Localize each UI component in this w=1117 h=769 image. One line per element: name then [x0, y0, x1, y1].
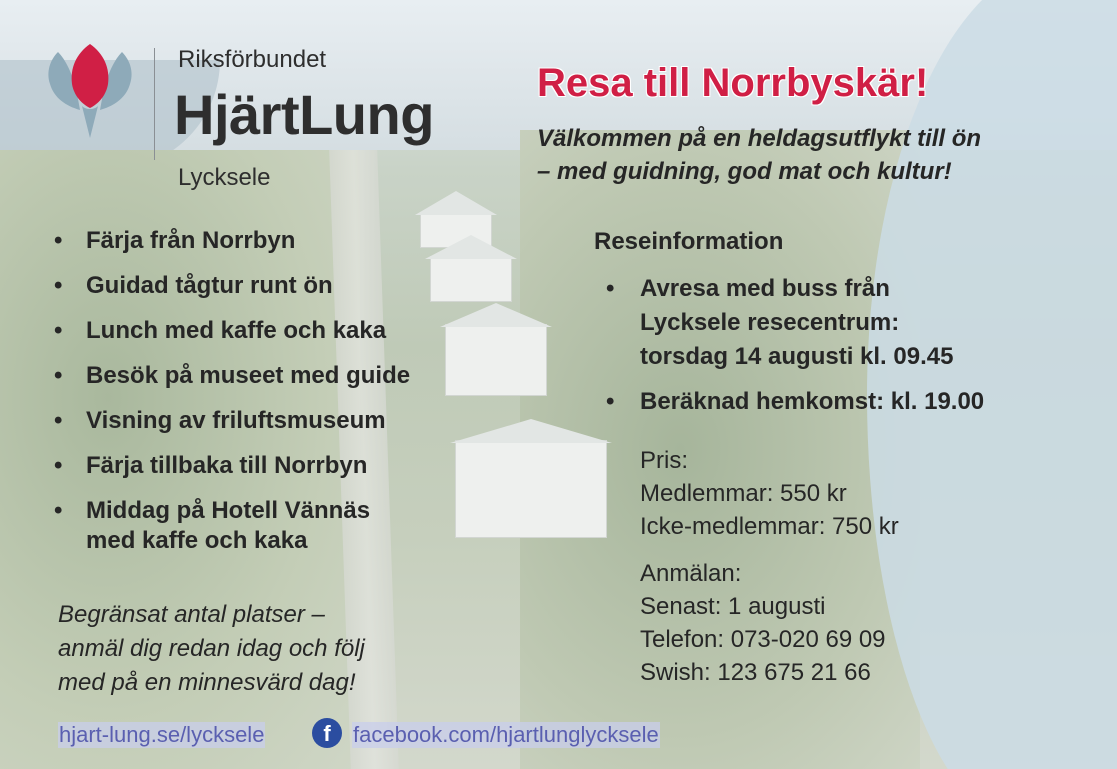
logo-divider [154, 48, 155, 160]
activity-text: med kaffe och kaka [86, 527, 308, 554]
signup-swish: Swish: 123 675 21 66 [640, 659, 871, 686]
website-link[interactable]: hjart-lung.se/lycksele [59, 722, 265, 747]
bullet-icon: • [54, 452, 63, 479]
facebook-link[interactable]: facebook.com/hjartlunglycksele [353, 722, 659, 747]
bullet-icon: • [54, 362, 63, 389]
org-name: HjärtLung [174, 83, 434, 146]
activity-text: Middag på Hotell Vännäs [86, 497, 371, 524]
bullet-icon: • [54, 227, 63, 254]
background-house [455, 440, 607, 538]
bullet-icon: • [54, 497, 63, 524]
bullet-icon: • [54, 272, 63, 299]
travel-info-text: Avresa med buss från [640, 275, 890, 302]
bullet-icon: • [54, 317, 63, 344]
activity-text: Färja tillbaka till Norrbyn [86, 452, 368, 479]
price-label: Pris: [640, 447, 688, 474]
price-members: Medlemmar: 550 kr [640, 480, 847, 507]
activity-item [54, 271, 410, 301]
background-house [430, 256, 512, 302]
background-house [445, 324, 547, 396]
travel-info-text: torsdag 14 augusti kl. 09.45 [640, 343, 954, 370]
activity-text: Guidad tågtur runt ön [86, 272, 333, 299]
travel-info-list [606, 272, 984, 430]
intro-line: Välkommen på en heldagsutflykt till ön [537, 125, 982, 152]
cta-line: med på en minnesvärd dag! [58, 669, 356, 696]
bullet-icon: • [606, 388, 615, 415]
price-block [640, 444, 899, 543]
travel-info-text: Beräknad hemkomst: kl. 19.00 [640, 388, 985, 415]
activity-item [54, 451, 410, 481]
org-top-line: Riksförbundet [178, 46, 327, 73]
travel-info-text: Lycksele resecentrum: [640, 309, 900, 336]
signup-block [640, 557, 886, 689]
trip-intro [537, 122, 1097, 188]
signup-deadline: Senast: 1 augusti [640, 593, 826, 620]
activity-list [54, 226, 410, 571]
activity-text: Färja från Norrbyn [86, 227, 296, 254]
activity-item [54, 361, 410, 391]
activity-text: Visning av friluftsmuseum [86, 407, 386, 434]
tulip-logo-icon [42, 40, 138, 140]
travel-info-heading: Reseinformation [594, 228, 784, 255]
activity-item [54, 226, 410, 256]
cta-line: anmäl dig redan idag och följ [58, 635, 365, 662]
activity-text: Lunch med kaffe och kaka [86, 317, 387, 344]
travel-info-item [606, 272, 984, 374]
activity-item [54, 316, 410, 346]
facebook-icon[interactable]: f [312, 718, 342, 748]
travel-info-item [606, 385, 984, 419]
activity-text: Besök på museet med guide [86, 362, 411, 389]
org-branch: Lycksele [178, 164, 271, 191]
bullet-icon: • [606, 275, 615, 302]
signup-label: Anmälan: [640, 560, 742, 587]
call-to-action [58, 598, 365, 700]
activity-item [54, 496, 410, 556]
activity-item [54, 406, 410, 436]
cta-line: Begränsat antal platser – [58, 601, 325, 628]
trip-title: Resa till Norrbyskär! [537, 61, 929, 105]
signup-phone: Telefon: 073-020 69 09 [640, 626, 886, 653]
bullet-icon: • [54, 407, 63, 434]
intro-line: – med guidning, god mat och kultur! [537, 158, 952, 185]
price-non-members: Icke-medlemmar: 750 kr [640, 513, 899, 540]
